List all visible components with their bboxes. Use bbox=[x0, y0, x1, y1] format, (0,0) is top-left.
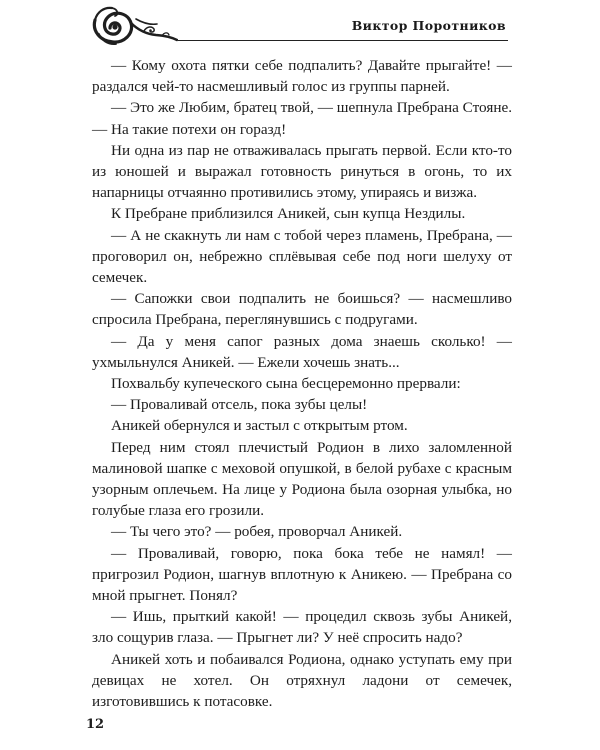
paragraph: Аникей хоть и побаивался Родиона, однако уступать ему при девицах не хотел. Он отряхнул ладони от семечек, изготовившись к потасовке. bbox=[92, 650, 512, 711]
paragraph: — Это же Любим, братец твой, — шепнула Пребрана Стояне. — На такие потехи он горазд! bbox=[92, 99, 512, 138]
header-rule bbox=[178, 40, 508, 41]
scroll-ornament-icon bbox=[86, 4, 178, 48]
paragraph: Ни одна из пар не отваживалась прыгать первой. Если кто-то из юношей и выражал готовность ринуться в огонь, то их напарницы отчаянно противились этому, упираясь и визжа. bbox=[92, 141, 512, 202]
paragraph: Аникей обернулся и застыл с открытым ртом. bbox=[111, 417, 408, 435]
paragraph: — Проваливай отсель, пока зубы целы! bbox=[111, 396, 368, 414]
running-header-author: Виктор Поротников bbox=[351, 18, 506, 33]
paragraph: К Пребране приблизился Аникей, сын купца Нездилы. bbox=[111, 205, 466, 223]
paragraph: — Да у меня сапог разных дома знаешь сколько! — ухмыльнулся Аникей. — Ежели хочешь знать... bbox=[92, 332, 512, 371]
paragraph: — Ты чего это? — робея, проворчал Аникей. bbox=[111, 523, 403, 541]
body-text bbox=[92, 55, 512, 712]
paragraph: — Проваливай, говорю, пока бока тебе не намял! — пригрозил Родион, шагнув вплотную к Аникею. — Пребрана со мной прыгнет. Понял? bbox=[92, 544, 512, 605]
paragraph: Похвальбу купеческого сына бесцеремонно прервали: bbox=[111, 375, 461, 393]
page-number: 12 bbox=[86, 717, 105, 732]
paragraph: Перед ним стоял плечистый Родион в лихо заломленной малиновой шапке с меховой опушкой, в белой рубахе с красным узорным оплечьем. На лице у Родиона была озорная улыбка, но голубые глаза его грозили. bbox=[92, 438, 512, 520]
paragraph: — А не скакнуть ли нам с тобой через пламень, Пребрана, — проговорил он, небрежно сплёвывая себе под ноги шелуху от семечек. bbox=[92, 226, 512, 287]
paragraph: — Сапожки свои подпалить не боишься? — насмешливо спросила Пребрана, переглянувшись с подругами. bbox=[92, 290, 512, 329]
paragraph: — Кому охота пятки себе подпалить? Давайте прыгайте! — раздался чей-то насмешливый голос из группы парней. bbox=[92, 57, 512, 96]
paragraph: — Ишь, прыткий какой! — процедил сквозь зубы Аникей, зло сощурив глаза. — Прыгнет ли? У неё спросить надо? bbox=[92, 608, 512, 647]
